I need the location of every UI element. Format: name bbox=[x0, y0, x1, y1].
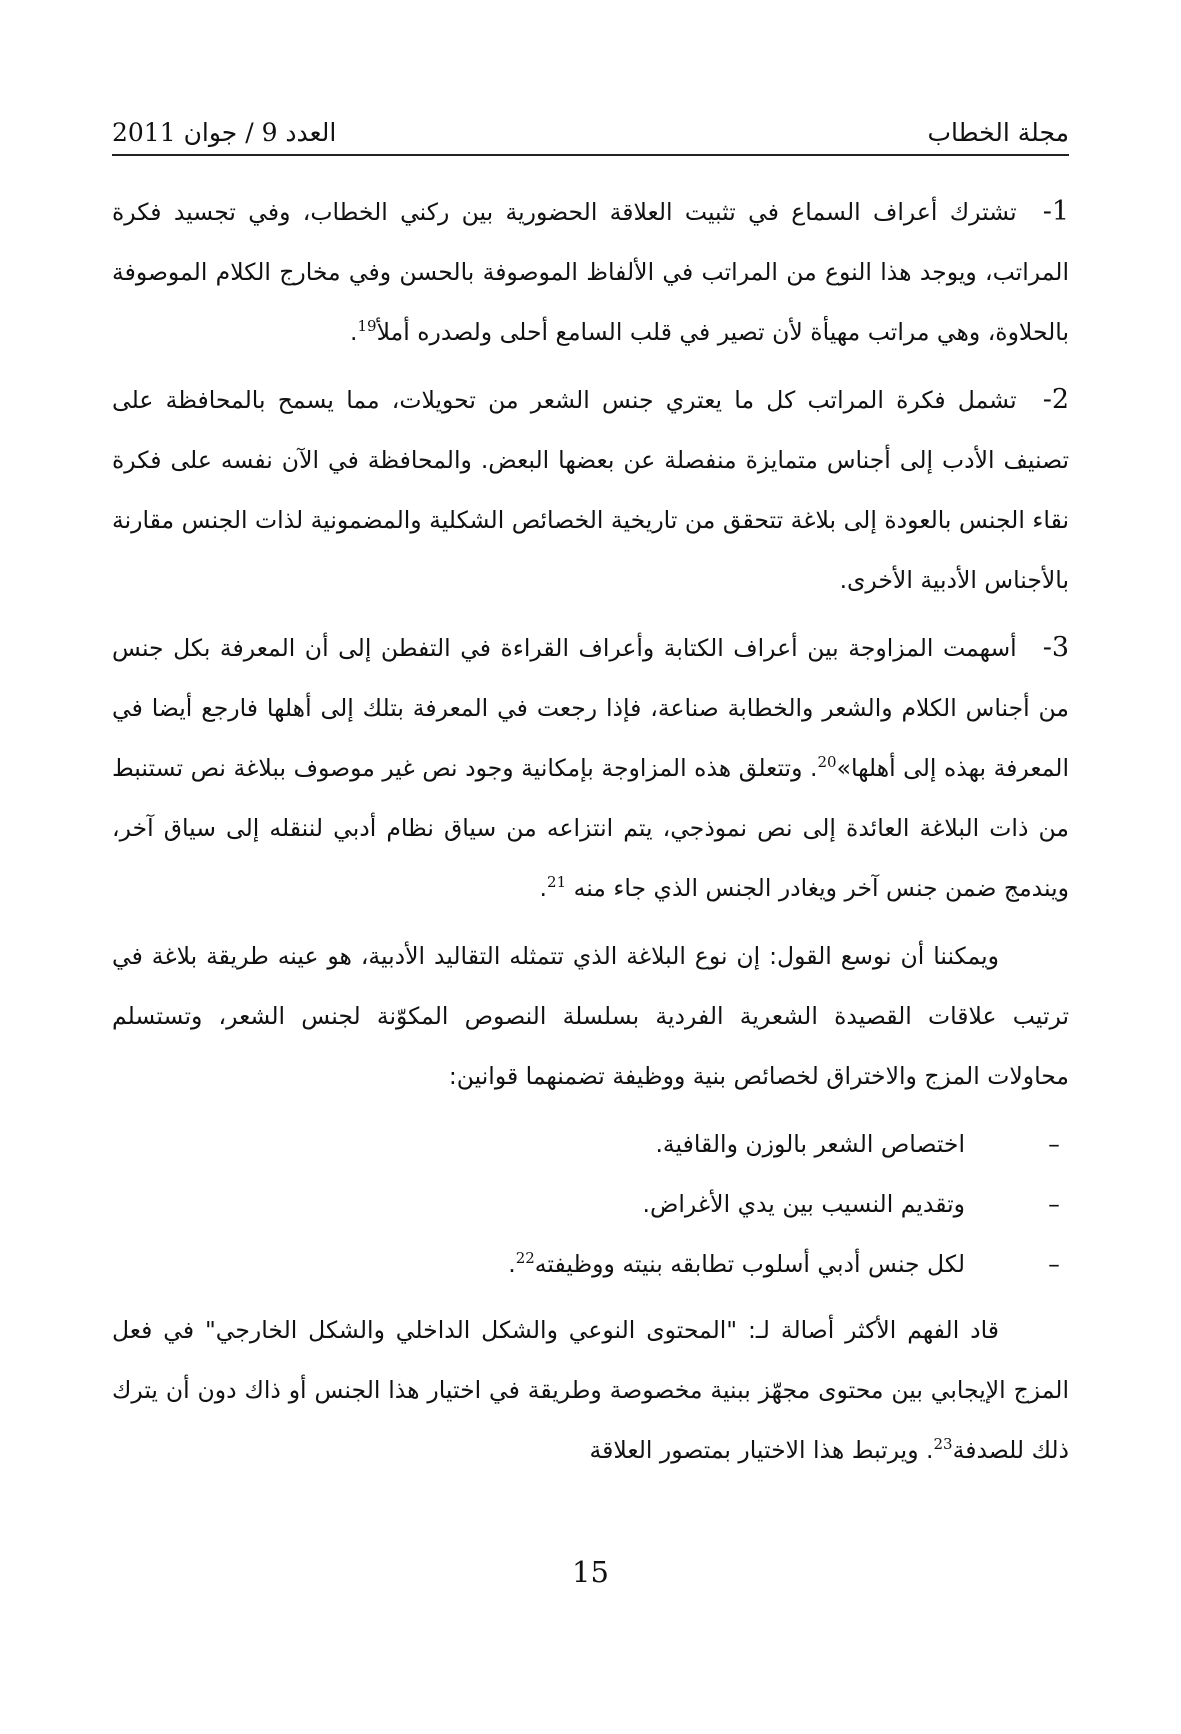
item-text: تشمل فكرة المراتب كل ما يعتري جنس الشعر من تحويلات، مما يسمح بالمحافظة على تصنيف الأدب إلى أجناس متمايزة منفصلة عن بعضها البعض. والمحافظة في الآن نفسه على فكرة نقاء الجنس بالعودة إلى بلاغة تتحقق من تاريخية الخصائص الشكلية والمضمونية لذات الجنس مقارنة بالأجناس الأدبية الأخرى. bbox=[112, 386, 1069, 594]
footnote-ref-20[interactable]: 20 bbox=[817, 753, 837, 772]
body-text bbox=[112, 182, 1069, 1488]
final-paragraph bbox=[112, 1300, 1069, 1480]
list-item-text: اختصاص الشعر بالوزن والقافية. bbox=[655, 1130, 965, 1158]
item-tail: . وتتعلق هذه المزاوجة بإمكانية وجود نص غير موصوف ببلاغة نص تستنبط من ذات البلاغة العائدة إلى نص نموذجي، يتم انتزاعه من سياق نظام أدبي لننقله إلى سياق آخر، ويندمج ضمن جنس آخر ويغادر الجنس الذي جاء منه bbox=[112, 754, 1069, 902]
footnote-ref-21[interactable]: 21 bbox=[547, 873, 567, 892]
footnote-ref-22[interactable]: 22 bbox=[515, 1249, 535, 1268]
numbered-item-2 bbox=[112, 370, 1069, 610]
list-item-text: وتقديم النسيب بين يدي الأغراض. bbox=[642, 1190, 965, 1218]
laws-intro-paragraph: ويمكننا أن نوسع القول: إن نوع البلاغة الذي تتمثله التقاليد الأدبية، هو عينه طريقة بلاغة في ترتيب علاقات القصيدة الشعرية الفردية بسلسلة النصوص المكوّنة لجنس الشعر، وتستسلم محاولات المزج والاختراق لخصائص بنية ووظيفة تضمنهما قوانين: bbox=[112, 942, 1069, 1090]
final-paragraph-text: قاد الفهم الأكثر أصالة لـ: "المحتوى النوعي والشكل الداخلي والشكل الخارجي" في فعل المزج الإيجابي بين محتوى مجهّز ببنية مخصوصة وطريقة في اختيار هذا الجنس أو ذاك دون أن يترك ذلك للصدفة bbox=[112, 1316, 1069, 1464]
footnote-ref-19[interactable]: 19 bbox=[357, 317, 377, 336]
dash-bullet: – bbox=[1048, 1190, 1060, 1218]
journal-title: مجلة الخطاب bbox=[927, 118, 1069, 147]
list-item bbox=[112, 1114, 1069, 1174]
final-paragraph-tail: . ويرتبط هذا الاختيار بمتصور العلاقة bbox=[589, 1436, 934, 1464]
item-number: 2- bbox=[1042, 384, 1069, 415]
dash-bullet: – bbox=[1048, 1250, 1060, 1278]
running-header bbox=[112, 108, 1069, 156]
item-number: 3- bbox=[1042, 632, 1069, 663]
list-item bbox=[112, 1234, 1069, 1294]
item-tail-end: . bbox=[539, 874, 548, 902]
list-item-tail: . bbox=[508, 1250, 516, 1278]
issue-info: العدد 9 / جوان 2011 bbox=[112, 118, 337, 147]
laws-list bbox=[112, 1114, 1069, 1294]
numbered-item-3 bbox=[112, 618, 1069, 918]
list-item-text: لكل جنس أدبي أسلوب تطابقه بنيته ووظيفته bbox=[534, 1250, 965, 1278]
list-item bbox=[112, 1174, 1069, 1234]
item-text: تشترك أعراف السماع في تثبيت العلاقة الحضورية بين ركني الخطاب، وفي تجسيد فكرة المراتب، ويوجد هذا النوع من المراتب في الألفاظ الموصوفة بالحسن وفي مخارج الكلام الموصوفة بالحلاوة، وهي مراتب مهيأة لأن تصير في قلب السامع أحلى ولصدره أملأ bbox=[112, 198, 1069, 346]
item-text: أسهمت المزاوجة بين أعراف الكتابة وأعراف القراءة في التفطن إلى أن المعرفة بكل جنس من أجناس الكلام والشعر والخطابة صناعة، فإذا رجعت في المعرفة بتلك إلى أهلها فارجع أيضا في المعرفة بهذه إلى أهلها» bbox=[112, 634, 1069, 782]
item-tail: . bbox=[350, 318, 358, 346]
dash-bullet: – bbox=[1048, 1130, 1060, 1158]
footnote-ref-23[interactable]: 23 bbox=[933, 1435, 953, 1454]
item-number: 1- bbox=[1042, 196, 1069, 227]
page-number: 15 bbox=[572, 1555, 609, 1589]
numbered-item-1 bbox=[112, 182, 1069, 362]
